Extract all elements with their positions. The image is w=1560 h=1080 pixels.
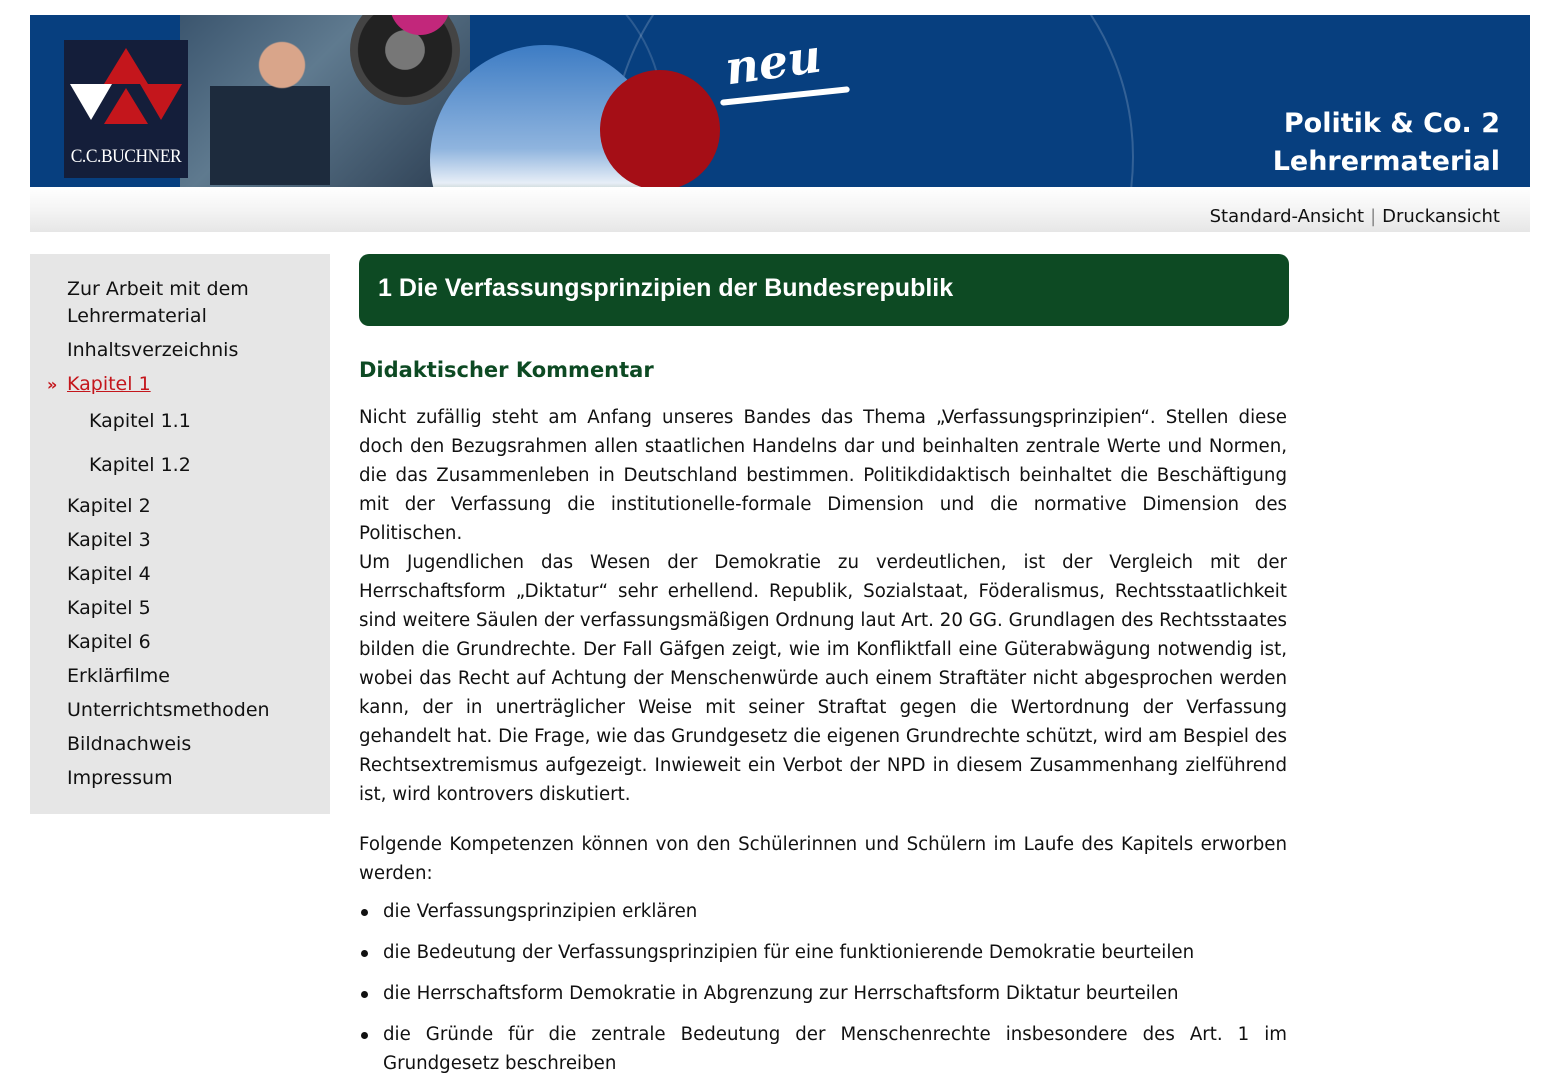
sidebar-item-label: Lehrermaterial: [67, 305, 207, 327]
list-item-text: die Herrschaftsform Demokratie in Abgrenzung zur Herrschaftsform Diktatur beurteilen: [383, 983, 1179, 1004]
sidebar-item-zur-arbeit[interactable]: [67, 276, 249, 330]
decorative-red-circle: [600, 70, 720, 187]
sidebar-item-kapitel-1-2[interactable]: Kapitel 1.2: [89, 454, 191, 476]
bullet-icon: [361, 991, 368, 998]
bullet-icon: [361, 909, 368, 916]
sidebar-nav: [30, 254, 330, 814]
list-item: [359, 1020, 1287, 1078]
sidebar-item-kapitel-1-1[interactable]: Kapitel 1.1: [89, 410, 191, 432]
sidebar-item-impressum[interactable]: Impressum: [67, 767, 173, 789]
competences-intro: [359, 830, 1287, 888]
logo-text: C.C.BUCHNER: [70, 146, 182, 167]
sidebar-item-kapitel-2[interactable]: Kapitel 2: [67, 495, 151, 517]
list-item-text: die Bedeutung der Verfassungsprinzipien für eine funktionierende Demokratie beurteilen: [383, 942, 1195, 963]
logo-triangles-icon: [64, 40, 188, 150]
sidebar-item-kapitel-4[interactable]: Kapitel 4: [67, 563, 151, 585]
publisher-logo[interactable]: [64, 40, 188, 178]
header-banner: [30, 15, 1530, 187]
active-marker-icon: »: [47, 375, 56, 394]
list-item: [359, 938, 1287, 967]
commentary-paragraph-2: Um Jugendlichen das Wesen der Demokratie zu verdeutlichen, ist der Vergleich mit der Herrschaftsform „Diktatur“ sehr erhellend. Republik, Sozialstaat, Föderalismus, Rechtsstaatlichkeit sind weitere Säulen der verfassungsmäßigen Ordnung laut Art. 20 GG. Grundlagen des Rechtsstaates bilden die Grundrechte. Der Fall Gäfgen zeigt, wie im Konfliktfall eine Güterabwägung notwendig ist, wobei das Recht auf Achtung der Menschenwürde auch einem Straftäter nicht abgesprochen werden kann, der in unerträglicher Weise mit seiner Straftat gegen die Wertordnung der Verfassung gehandelt hat. Die Frage, wie das Grundgesetz die eigenen Grundrechte schützt, wird am Bespiel des Rechtsextremismus aufgezeigt. Inwieweit ein Verbot der NPD in diesem Zusammenhang zielführend ist, wird kontrovers diskutiert.: [359, 552, 1287, 805]
list-item: [359, 979, 1287, 1008]
sidebar-item-bildnachweis[interactable]: Bildnachweis: [67, 733, 192, 755]
bullet-icon: [361, 1032, 368, 1039]
site-title: [1273, 105, 1500, 181]
commentary-text: [359, 403, 1287, 809]
list-item-text: die Verfassungsprinzipien erklären: [383, 901, 698, 922]
chapter-header: [359, 254, 1289, 326]
view-switch-links: [1210, 206, 1500, 227]
competences-intro-text: Folgende Kompetenzen können von den Schülerinnen und Schülern im Laufe des Kapitels erworben werden:: [359, 834, 1287, 884]
sidebar-item-kapitel-1[interactable]: Kapitel 1: [67, 373, 151, 395]
chapter-title: 1 Die Verfassungsprinzipien der Bundesrepublik: [378, 274, 954, 302]
sidebar-item-inhaltsverzeichnis[interactable]: Inhaltsverzeichnis: [67, 339, 239, 361]
person-image: [210, 25, 330, 185]
sidebar-item-kapitel-6[interactable]: Kapitel 6: [67, 631, 151, 653]
sidebar-item-unterrichtsmethoden[interactable]: Unterrichtsmethoden: [67, 699, 270, 721]
site-title-line1: Politik & Co. 2: [1283, 108, 1500, 139]
standard-view-link[interactable]: Standard-Ansicht: [1209, 206, 1365, 227]
sidebar-item-kapitel-5[interactable]: Kapitel 5: [67, 597, 151, 619]
competences-list: [359, 897, 1287, 1080]
view-switch-bar: [30, 187, 1530, 232]
list-item: [359, 897, 1287, 926]
list-item-text: die Gründe für die zentrale Bedeutung der Menschenrechte insbesondere des Art. 1 im Grundgesetz beschreiben: [383, 1024, 1287, 1074]
sidebar-item-erklaerfilme[interactable]: Erklärfilme: [67, 665, 170, 687]
view-switch-separator: |: [1370, 206, 1377, 227]
new-badge: neu: [721, 28, 825, 96]
header-photo: [180, 15, 470, 187]
sidebar-item-label: Zur Arbeit mit dem: [67, 278, 249, 300]
commentary-paragraph-1: Nicht zufällig steht am Anfang unseres Bandes das Thema „Verfassungsprinzipien“. Stellen diese doch den Bezugsrahmen allen staatlichen Handelns dar und beinhalten zentrale Werte und Normen, die das Zusammenleben in Deutschland bestimmen. Politikdidaktisch beinhaltet die Beschäftigung mit der Verfassung die institutionelle-formale Dimension und die normative Dimension des Politischen.: [359, 407, 1287, 544]
section-title: Didaktischer Kommentar: [359, 358, 654, 382]
main-content: [359, 254, 1289, 1074]
site-title-line2: Lehrermaterial: [1272, 146, 1500, 177]
bullet-icon: [361, 950, 368, 957]
print-view-link[interactable]: Druckansicht: [1382, 206, 1500, 227]
sidebar-item-kapitel-3[interactable]: Kapitel 3: [67, 529, 151, 551]
